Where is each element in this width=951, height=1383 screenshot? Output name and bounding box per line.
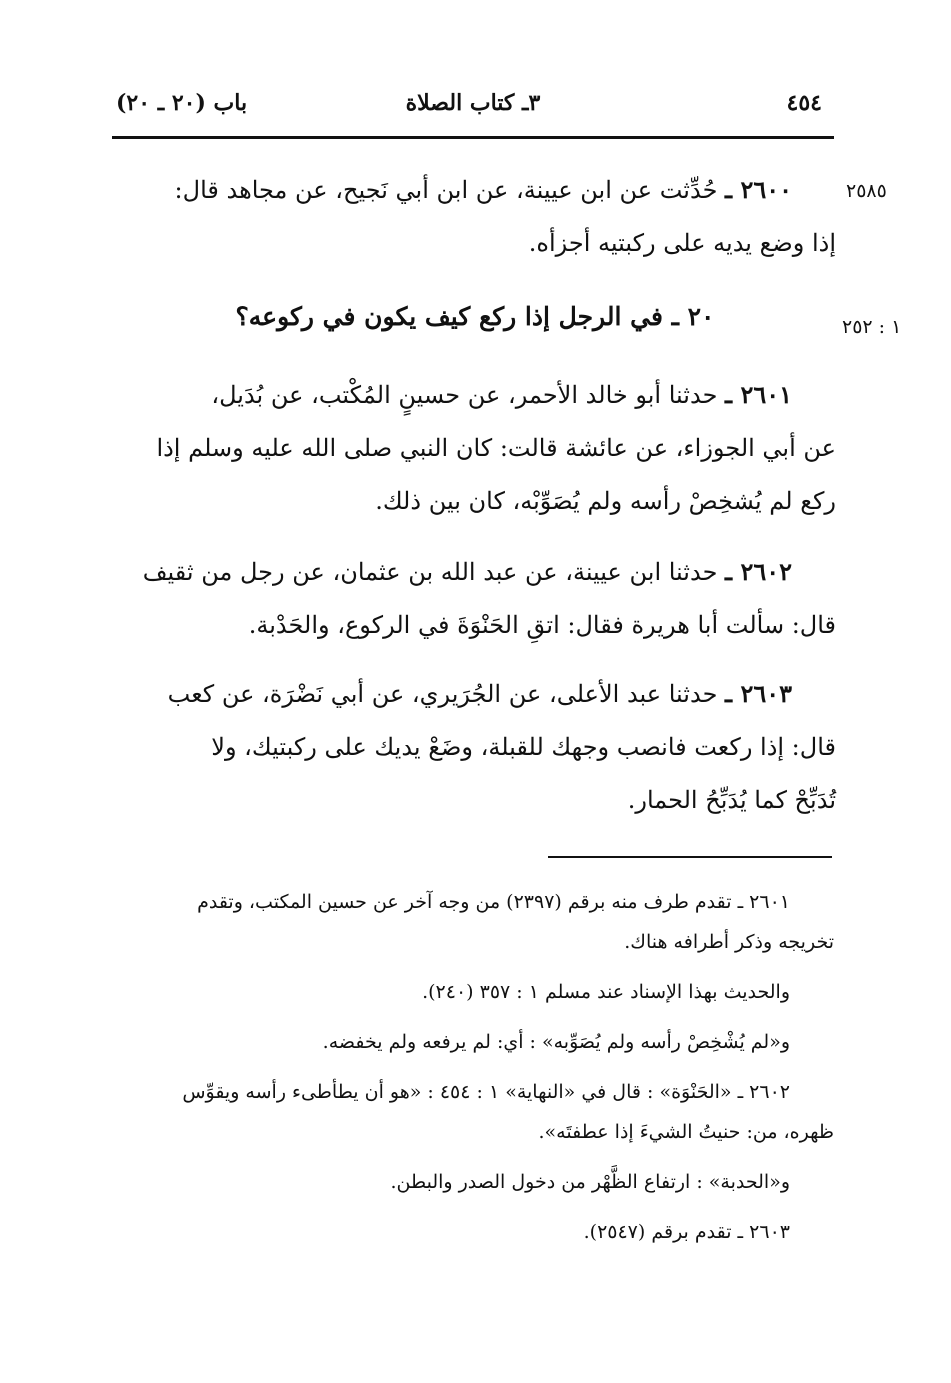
footnote-gloss-2: و«الحدبة» : ارتفاع الظَّهْر من دخول الصدر والبطن. bbox=[390, 1171, 790, 1193]
hadith-line bbox=[114, 368, 836, 422]
margin-ref-1: ٢٥٨٥ bbox=[846, 180, 887, 202]
hadith-line: قال: إذا ركعت فانصب وجهك للقبلة، وضَعْ يديك على ركبتيك، ولا bbox=[211, 733, 836, 761]
footnote-line: ظهره، من: حنيتُ الشيءَ إذا عطفتَه». bbox=[538, 1121, 834, 1143]
book-title: ٣ـ كتاب الصلاة bbox=[405, 90, 541, 116]
hadith-number: ٢٦٠٢ ـ bbox=[725, 557, 792, 586]
hadith-line bbox=[114, 667, 836, 721]
hadith-text: حدثنا أبو خالد الأحمر، عن حسينٍ المُكْتب، عن بُدَيل، bbox=[211, 381, 718, 409]
hadith-line: إذا وضع يديه على ركبتيه أجزأه. bbox=[528, 229, 836, 257]
hadith-2600 bbox=[114, 163, 836, 270]
footnote-muslim: والحديث بهذا الإسناد عند مسلم ١ : ٣٥٧ (٢٤٠). bbox=[422, 981, 790, 1003]
hadith-2601 bbox=[114, 368, 836, 528]
footnote-rule bbox=[548, 856, 832, 858]
hadith-line: تُدَبِّحْ كما يُدَبِّحُ الحمار. bbox=[627, 786, 836, 814]
footnote-2602 bbox=[118, 1072, 834, 1152]
footnotes bbox=[118, 882, 834, 1262]
hadith-2603 bbox=[114, 667, 836, 827]
header-rule bbox=[112, 136, 834, 139]
footnote-2601 bbox=[118, 882, 834, 962]
hadith-number: ٢٦٠٠ ـ bbox=[725, 175, 792, 204]
chapter-range: باب (٢٠ ـ ٢٠) bbox=[116, 90, 248, 116]
footnote-line: تخريجه وذكر أطرافه هناك. bbox=[624, 931, 834, 953]
footnote-2603: ٢٦٠٣ ـ تقدم برقم (٢٥٤٧). bbox=[583, 1221, 790, 1243]
hadith-line bbox=[114, 545, 836, 599]
running-header bbox=[112, 86, 834, 126]
hadith-number: ٢٦٠٣ ـ bbox=[725, 679, 792, 708]
chapter-heading: ٢٠ ـ في الرجل إذا ركع كيف يكون في ركوعه؟ bbox=[235, 302, 715, 331]
hadith-text: حدثنا عبد الأعلى، عن الجُرَيري، عن أبي نَضْرَة، عن كعب bbox=[167, 680, 718, 708]
footnote-line: ٢٦٠٢ ـ «الحَنْوَة» : قال في «النهاية» ١ : ٤٥٤ : «هو أن يطأطىء رأسه ويقوِّس bbox=[182, 1081, 790, 1103]
hadith-text: حُدِّثت عن ابن عيينة، عن ابن أبي نَجيح، عن مجاهد قال: bbox=[174, 176, 718, 204]
hadith-line: عن أبي الجوزاء، عن عائشة قالت: كان النبي صلى الله عليه وسلم إذا bbox=[156, 434, 836, 462]
hadith-number: ٢٦٠١ ـ bbox=[725, 380, 792, 409]
hadith-line: قال: سألت أبا هريرة فقال: اتقِ الحَنْوَةَ في الركوع، والحَدْبة. bbox=[248, 611, 836, 639]
hadith-2602 bbox=[114, 545, 836, 652]
page-number: ٤٥٤ bbox=[786, 90, 822, 116]
hadith-line: ركع لم يُشخِصْ رأسه ولم يُصَوِّبْه، كان بين ذلك. bbox=[375, 487, 836, 515]
margin-ref-2: ١ : ٢٥٢ bbox=[842, 316, 902, 338]
footnote-line: ٢٦٠١ ـ تقدم طرف منه برقم (٢٣٩٧) من وجه آخر عن حسين المكتب، وتقدم bbox=[197, 891, 790, 913]
footnote-gloss-1: و«لم يُشْخِصْ رأسه ولم يُصَوِّبه» : أي: لم يرفعه ولم يخفضه. bbox=[322, 1031, 790, 1053]
hadith-line bbox=[114, 163, 836, 217]
hadith-text: حدثنا ابن عيينة، عن عبد الله بن عثمان، عن رجل من ثقيف bbox=[142, 558, 718, 586]
